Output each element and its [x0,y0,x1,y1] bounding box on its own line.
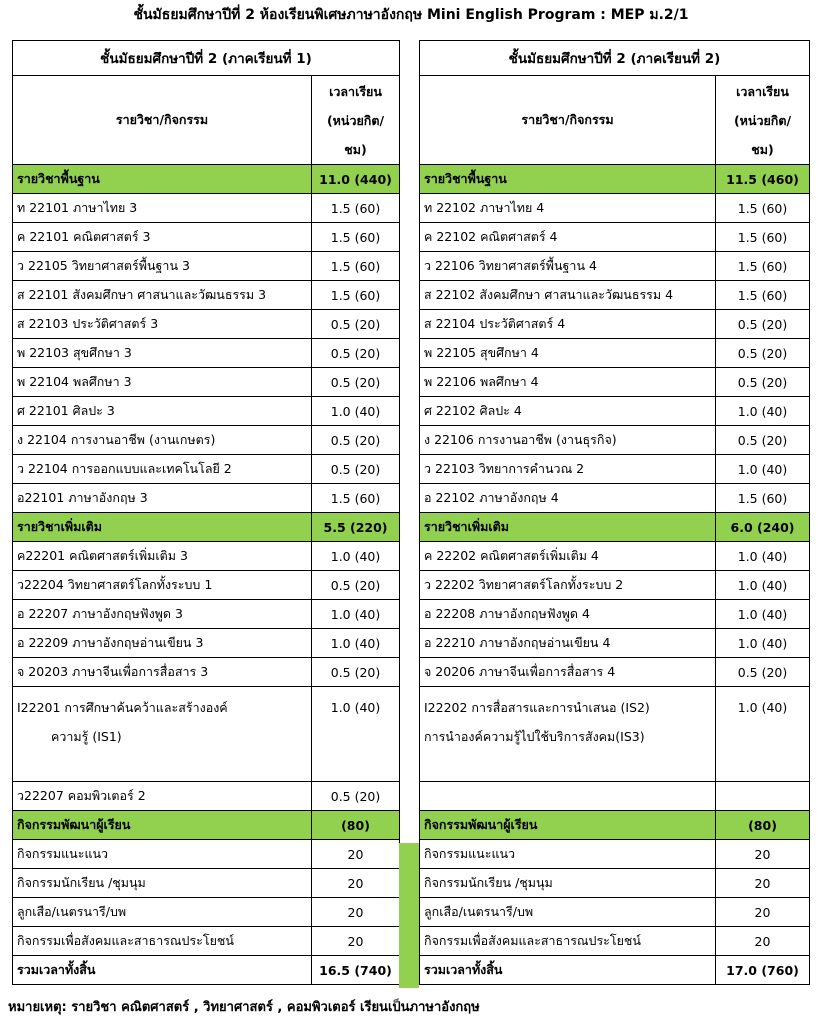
table-row [420,339,810,368]
subject-name: ส 22104 ประวัติศาสตร์ 4 [420,310,716,339]
subject-name: อ22101 ภาษาอังกฤษ 3 [13,484,312,513]
subject-credit: 0.5 (20) [312,310,400,339]
section-row-extra [420,513,810,542]
subject-credit: 1.5 (60) [716,281,810,310]
table-row [13,194,400,223]
table-row [420,368,810,397]
page-title: ชั้นมัธยมศึกษาปีที่ 2 ห้องเรียนพิเศษภาษาอังกฤษ Mini English Program : MEP ม.2/1 [133,7,689,23]
subject-name: ว 22105 วิทยาศาสตร์พื้นฐาน 3 [13,252,312,281]
subject-credit: 0.5 (20) [716,426,810,455]
section-value: (80) [716,811,810,840]
total-row [420,956,810,985]
section-value: 11.5 (460) [716,165,810,194]
subject-credit: 1.0 (40) [312,629,400,658]
subject-name: ส 22101 สังคมศึกษา ศาสนาและวัฒนธรรม 3 [13,281,312,310]
subject-name: พ 22104 พลศึกษา 3 [13,368,312,397]
time-header-line: ชม) [344,141,367,157]
table-row [13,310,400,339]
activity-name: กิจกรรมแนะแนว [13,840,312,869]
table-row [420,426,810,455]
subject-column-header: รายวิชา/กิจกรรม [13,76,312,165]
table-row [13,840,400,869]
table-row-multiline [420,687,810,782]
subject-credit: 0.5 (20) [716,658,810,687]
activity-hours: 20 [716,927,810,956]
subject-credit: 1.5 (60) [312,484,400,513]
subject-credit: 1.0 (40) [716,687,810,782]
subject-name: ท 22101 ภาษาไทย 3 [13,194,312,223]
table-row [420,455,810,484]
table-row [420,927,810,956]
subject-credit [716,782,810,811]
table-row [420,223,810,252]
subject-name: ค 22101 คณิตศาสตร์ 3 [13,223,312,252]
subject-name-line: การนำองค์ความรู้ไปใช้บริการสังคม(IS3) [424,729,645,744]
subject-credit: 0.5 (20) [312,571,400,600]
subject-name-line: ความรู้ (IS1) [51,729,122,744]
table-row [420,484,810,513]
subject-name: อ 22209 ภาษาอังกฤษอ่านเขียน 3 [13,629,312,658]
table-row [13,869,400,898]
subject-credit: 0.5 (20) [716,310,810,339]
table-row [420,310,810,339]
table-row [420,869,810,898]
subject-name: ว 22106 วิทยาศาสตร์พื้นฐาน 4 [420,252,716,281]
subject-credit: 1.5 (60) [716,194,810,223]
activity-name: กิจกรรมแนะแนว [420,840,716,869]
subject-credit: 1.0 (40) [312,600,400,629]
table-row [13,223,400,252]
table-row [420,252,810,281]
subject-name: ว22204 วิทยาศาสตร์โลกทั้งระบบ 1 [13,571,312,600]
time-header-line: เวลาเรียน [736,83,789,99]
section-row-activity [13,811,400,840]
subject-credit: 0.5 (20) [716,368,810,397]
footnote: หมายเหตุ: รายวิชา คณิตศาสตร์ , วิทยาศาสตร์ , คอมพิวเตอร์ เรียนเป็นภาษาอังกฤษ [8,1000,480,1015]
section-value: 5.5 (220) [312,513,400,542]
subject-name: อ 22207 ภาษาอังกฤษฟังพูด 3 [13,600,312,629]
subject-credit: 0.5 (20) [716,339,810,368]
table-row [13,397,400,426]
table-row [13,571,400,600]
subject-name-line: I22202 การสื่อสารและการนำเสนอ (IS2) [424,700,650,715]
section-label: กิจกรรมพัฒนาผู้เรียน [13,811,312,840]
activity-name: ลูกเสือ/เนตรนารี/บพ [420,898,716,927]
section-label: กิจกรรมพัฒนาผู้เรียน [420,811,716,840]
subject-name: ง 22106 การงานอาชีพ (งานธุรกิจ) [420,426,716,455]
table-row [420,898,810,927]
subject-name: ว22207 คอมพิวเตอร์ 2 [13,782,312,811]
subject-credit: 1.5 (60) [312,281,400,310]
subject-credit: 1.5 (60) [716,252,810,281]
section-value: (80) [312,811,400,840]
subject-credit: 1.0 (40) [716,397,810,426]
subject-name: ค 22202 คณิตศาสตร์เพิ่มเติม 4 [420,542,716,571]
subject-name: อ 22210 ภาษาอังกฤษอ่านเขียน 4 [420,629,716,658]
total-row [13,956,400,985]
subject-name [420,782,716,811]
subject-credit: 1.5 (60) [312,252,400,281]
subject-credit: 1.0 (40) [716,600,810,629]
subject-credit: 1.5 (60) [312,223,400,252]
subject-credit: 0.5 (20) [312,339,400,368]
subject-credit: 1.5 (60) [716,484,810,513]
subject-name: ส 22102 สังคมศึกษา ศาสนาและวัฒนธรรม 4 [420,281,716,310]
total-label: รวมเวลาทั้งสิ้น [13,956,312,985]
section-label: รายวิชาเพิ่มเติม [13,513,312,542]
subject-name: ส 22103 ประวัติศาสตร์ 3 [13,310,312,339]
table-row [13,252,400,281]
table-row [420,629,810,658]
activity-name: กิจกรรมนักเรียน /ชุมนุม [420,869,716,898]
section-row-activity [420,811,810,840]
subject-credit: 0.5 (20) [312,426,400,455]
activity-name: กิจกรรมเพื่อสังคมและสาธารณประโยชน์ [420,927,716,956]
section-label: รายวิชาพื้นฐาน [13,165,312,194]
subject-credit: 1.0 (40) [312,397,400,426]
activity-name: ลูกเสือ/เนตรนารี/บพ [13,898,312,927]
table-row [13,455,400,484]
table-row [420,782,810,811]
total-value: 17.0 (760) [716,956,810,985]
table-row [13,927,400,956]
activity-hours: 20 [312,898,400,927]
section-row-basic [420,165,810,194]
green-divider-strip [399,843,419,988]
subject-name: ศ 22101 ศิลปะ 3 [13,397,312,426]
subject-name: ค22201 คณิตศาสตร์เพิ่มเติม 3 [13,542,312,571]
activity-hours: 20 [312,927,400,956]
time-header-line: ชม) [751,141,774,157]
activity-hours: 20 [312,840,400,869]
time-column-header [312,76,400,165]
table-row [13,426,400,455]
subject-name: ว 22104 การออกแบบและเทคโนโลยี 2 [13,455,312,484]
table-row [420,281,810,310]
subject-credit: 1.0 (40) [312,542,400,571]
subject-column-header: รายวิชา/กิจกรรม [420,76,716,165]
table-row [420,397,810,426]
subject-name: พ 22103 สุขศึกษา 3 [13,339,312,368]
table-row [13,658,400,687]
subject-credit: 1.0 (40) [716,629,810,658]
table-row [13,484,400,513]
activity-name: กิจกรรมนักเรียน /ชุมนุม [13,869,312,898]
total-value: 16.5 (740) [312,956,400,985]
section-label: รายวิชาพื้นฐาน [420,165,716,194]
table-row [13,368,400,397]
table-row [13,782,400,811]
subject-credit: 0.5 (20) [312,455,400,484]
subject-credit: 1.0 (40) [716,571,810,600]
semester-2-title: ชั้นมัธยมศึกษาปีที่ 2 (ภาคเรียนที่ 2) [420,41,810,76]
time-header-line: เวลาเรียน [329,83,382,99]
activity-hours: 20 [716,898,810,927]
subject-credit: 0.5 (20) [312,368,400,397]
table-row [420,840,810,869]
table-row [13,898,400,927]
subject-name: อ 22102 ภาษาอังกฤษ 4 [420,484,716,513]
table-row [13,600,400,629]
activity-hours: 20 [716,869,810,898]
time-header-line: (หน่วยกิต/ [733,112,792,128]
subject-name: จ 20206 ภาษาจีนเพื่อการสื่อสาร 4 [420,658,716,687]
time-header-line: (หน่วยกิต/ [326,112,385,128]
table-row [420,194,810,223]
section-row-extra [13,513,400,542]
subject-credit: 1.0 (40) [716,542,810,571]
subject-name [420,687,716,782]
subject-credit: 1.5 (60) [716,223,810,252]
table-row [420,658,810,687]
total-label: รวมเวลาทั้งสิ้น [420,956,716,985]
semester-2-table [419,40,810,985]
subject-name [13,687,312,782]
section-label: รายวิชาเพิ่มเติม [420,513,716,542]
subject-credit: 1.5 (60) [312,194,400,223]
time-column-header [716,76,810,165]
table-row [13,629,400,658]
section-value: 11.0 (440) [312,165,400,194]
subject-credit: 0.5 (20) [312,782,400,811]
activity-name: กิจกรรมเพื่อสังคมและสาธารณประโยชน์ [13,927,312,956]
subject-name: ง 22104 การงานอาชีพ (งานเกษตร) [13,426,312,455]
semester-1-table [12,40,400,985]
section-row-basic [13,165,400,194]
subject-name: อ 22208 ภาษาอังกฤษฟังพูด 4 [420,600,716,629]
subject-name: ค 22102 คณิตศาสตร์ 4 [420,223,716,252]
table-row [420,600,810,629]
semester-1-title: ชั้นมัธยมศึกษาปีที่ 2 (ภาคเรียนที่ 1) [13,41,400,76]
table-row [13,339,400,368]
subject-credit: 1.0 (40) [312,687,400,782]
subject-credit: 1.0 (40) [716,455,810,484]
subject-name: จ 20203 ภาษาจีนเพื่อการสื่อสาร 3 [13,658,312,687]
table-row [420,571,810,600]
subject-name: พ 22105 สุขศึกษา 4 [420,339,716,368]
subject-credit: 0.5 (20) [312,658,400,687]
subject-name: ว 22103 วิทยาการคำนวณ 2 [420,455,716,484]
activity-hours: 20 [312,869,400,898]
subject-name: ศ 22102 ศิลปะ 4 [420,397,716,426]
section-value: 6.0 (240) [716,513,810,542]
table-row [420,542,810,571]
table-row [13,542,400,571]
table-row-multiline [13,687,400,782]
subject-name: ว 22202 วิทยาศาสตร์โลกทั้งระบบ 2 [420,571,716,600]
subject-name: พ 22106 พลศึกษา 4 [420,368,716,397]
table-row [13,281,400,310]
subject-name-line: I22201 การศึกษาค้นคว้าและสร้างองค์ [17,700,228,715]
activity-hours: 20 [716,840,810,869]
subject-name: ท 22102 ภาษาไทย 4 [420,194,716,223]
